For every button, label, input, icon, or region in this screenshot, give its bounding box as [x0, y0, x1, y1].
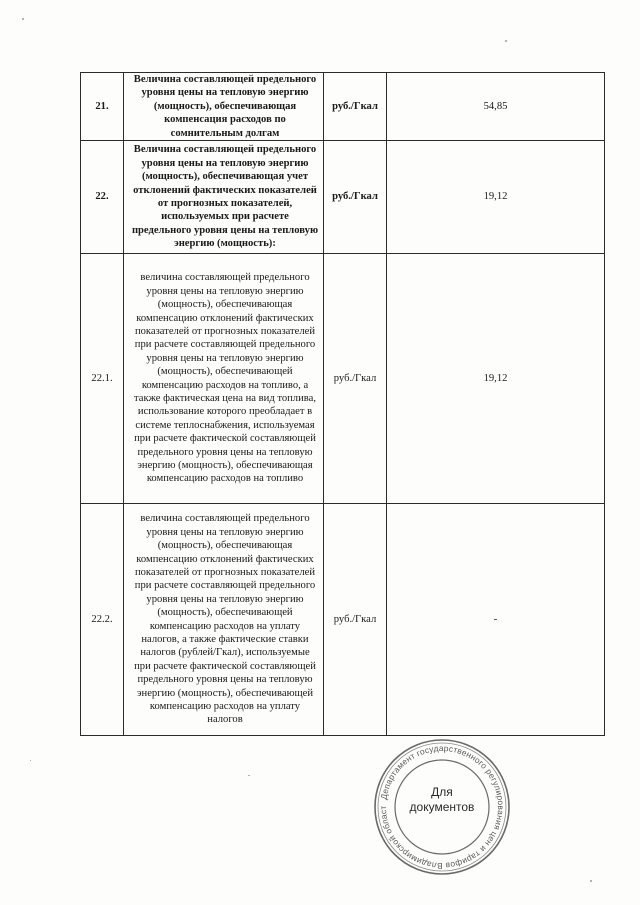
- scan-speck: [22, 18, 24, 20]
- svg-text:Департамент государственного р: Департамент государственного регулирования цен и тарифов Владимирской област: [377, 742, 507, 872]
- official-seal: [372, 737, 512, 877]
- row-unit: руб./Гкал: [324, 254, 387, 504]
- row-number: 22.1.: [81, 254, 124, 504]
- table-row: [81, 254, 605, 504]
- row-value: 19,12: [387, 141, 605, 254]
- row-number: 21.: [81, 73, 124, 141]
- seal-label: Для документов: [409, 785, 475, 814]
- table-row: [81, 504, 605, 736]
- row-number: 22.2.: [81, 504, 124, 736]
- row-value: 19,12: [387, 254, 605, 504]
- row-value: 54,85: [387, 73, 605, 141]
- scan-speck: [505, 40, 507, 42]
- scan-speck: [30, 760, 31, 761]
- scan-speck: [590, 880, 592, 882]
- row-unit: руб./Гкал: [324, 73, 387, 141]
- row-unit: руб./Гкал: [324, 504, 387, 736]
- row-description: величина составляющей предельного уровня цены на тепловую энергию (мощность), обеспечивающая компенсацию отклонений фактических показателей от прогнозных показателей при расчете составляющей предельного уровня цены на тепловую энергию (мощность), обеспечивающей компенсацию расходов на топливо, а также фактическая цена на вид топлива, использование которого преобладает в системе теплоснабжения, используемая при расчете фактической составляющей предельного уровня цены на тепловую энергию (мощность), обеспечивающая компенсацию расходов на топливо: [124, 254, 324, 504]
- row-description: Величина составляющей предельного уровня цены на тепловую энергию (мощность), обеспечивающая компенсация расходов по сомнительным долгам: [124, 73, 324, 141]
- table-row: [81, 73, 605, 141]
- row-description: величина составляющей предельного уровня цены на тепловую энергию (мощность), обеспечивающая компенсацию отклонений фактических показателей от прогнозных показателей при расчете составляющей предельного уровня цены на тепловую энергию (мощность), обеспечивающей компенсацию расходов на уплату налогов, а также фактические ставки налогов (рублей/Гкал), используемые при расчете фактической составляющей предельного уровня цены на тепловую энергию (мощность), обеспечивающей компенсацию расходов на уплату налогов: [124, 504, 324, 736]
- row-value: -: [387, 504, 605, 736]
- tariff-table: [80, 72, 605, 736]
- row-description: Величина составляющей предельного уровня цены на тепловую энергию (мощность), обеспечивающая учет отклонений фактических показателей от прогнозных показателей, используемых при расчете предельного уровня цены на тепловую энергию (мощность):: [124, 141, 324, 254]
- scan-speck: [248, 775, 250, 776]
- table-row: [81, 141, 605, 254]
- row-unit: руб./Гкал: [324, 141, 387, 254]
- row-number: 22.: [81, 141, 124, 254]
